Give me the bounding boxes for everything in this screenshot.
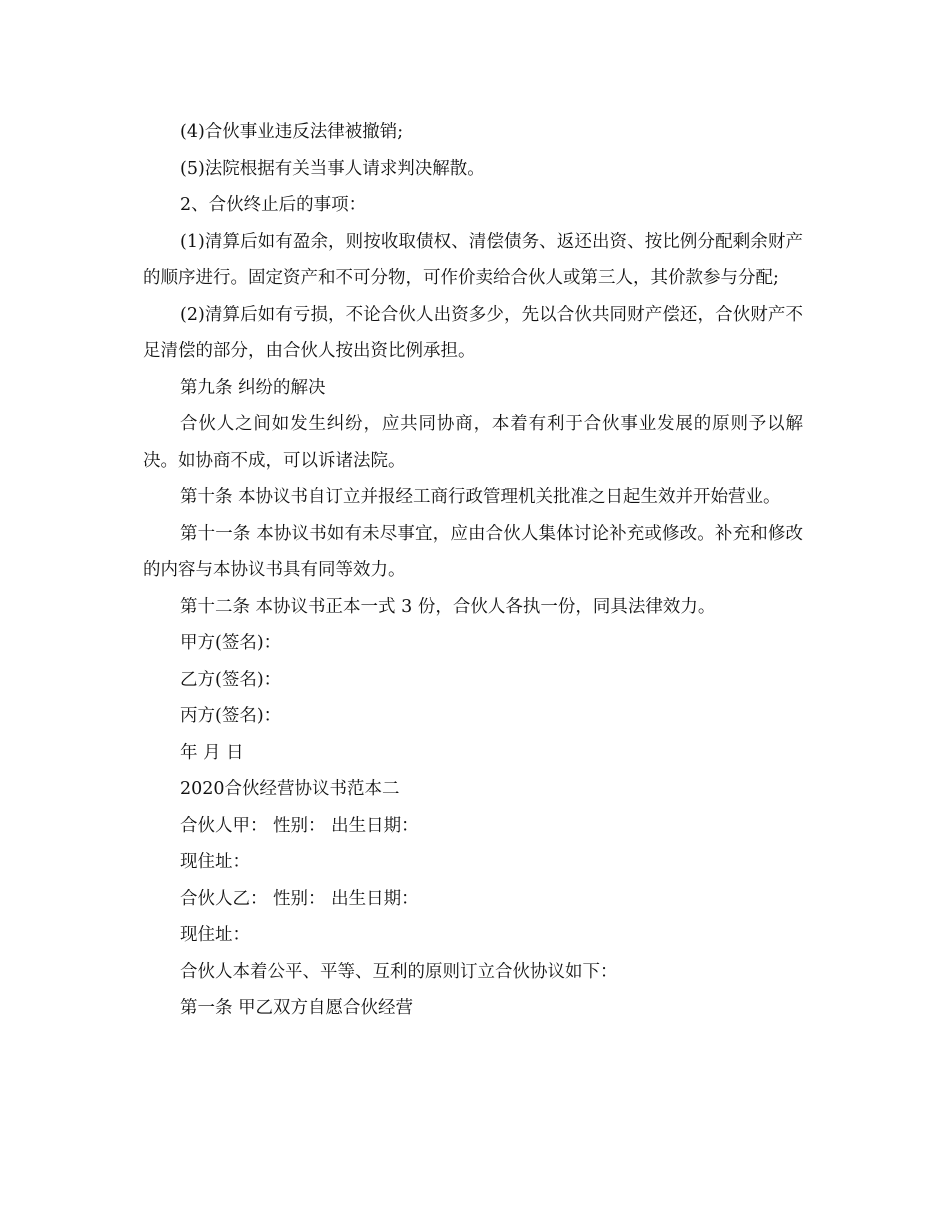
paragraph-agreement-intro: 合伙人本着公平、平等、互利的原则订立合伙协议如下： bbox=[180, 961, 618, 982]
paragraph-surplus: (1)清算后如有盈余，则按收取债权、清偿债务、返还出资、按比例分配剩余财产的顺序进行。固定资产和不可分物，可作价卖给合伙人或第三人，其价款参与分配; bbox=[143, 231, 803, 288]
heading-article-9: 第九条 纠纷的解决 bbox=[180, 377, 326, 398]
partner-b-info: 合伙人乙： 性别： 出生日期： bbox=[180, 888, 419, 909]
paragraph-loss: (2)清算后如有亏损，不论合伙人出资多少，先以合伙共同财产偿还，合伙财产不足清偿的部分，由合伙人按出资比例承担。 bbox=[143, 304, 803, 361]
paragraph-article-12: 第十二条 本协议书正本一式 3 份，合伙人各执一份，同具法律效力。 bbox=[180, 596, 716, 617]
paragraph-dispute: 合伙人之间如发生纠纷，应共同协商，本着有利于合伙事业发展的原则予以解决。如协商不成，可以诉诸法院。 bbox=[143, 414, 803, 471]
partner-a-info: 合伙人甲： 性别： 出生日期： bbox=[180, 815, 419, 836]
partner-a-address: 现住址： bbox=[180, 852, 250, 872]
paragraph-clause-4: (4)合伙事业违反法律被撤销; bbox=[180, 122, 404, 142]
signature-party-a: 甲方(签名)： bbox=[180, 633, 282, 653]
signature-party-b: 乙方(签名)： bbox=[180, 669, 282, 690]
paragraph-termination-matters: 2、合伙终止后的事项： bbox=[180, 195, 367, 215]
document-body bbox=[143, 114, 803, 1027]
paragraph-article-11: 第十一条 本协议书如有未尽事宜，应由合伙人集体讨论补充或修改。补充和修改的内容与本协议书具有同等效力。 bbox=[143, 523, 803, 580]
paragraph-clause-5: (5)法院根据有关当事人请求判决解散。 bbox=[180, 158, 485, 179]
paragraph-article-10: 第十条 本协议书自订立并报经工商行政管理机关批准之日起生效并开始营业。 bbox=[180, 487, 781, 507]
heading-template-two: 2020合伙经营协议书范本二 bbox=[180, 779, 400, 799]
date-line: 年 月 日 bbox=[180, 742, 244, 763]
signature-party-c: 丙方(签名)： bbox=[180, 706, 282, 726]
partner-b-address: 现住址： bbox=[180, 925, 250, 945]
heading-article-1: 第一条 甲乙双方自愿合伙经营 bbox=[180, 998, 414, 1018]
